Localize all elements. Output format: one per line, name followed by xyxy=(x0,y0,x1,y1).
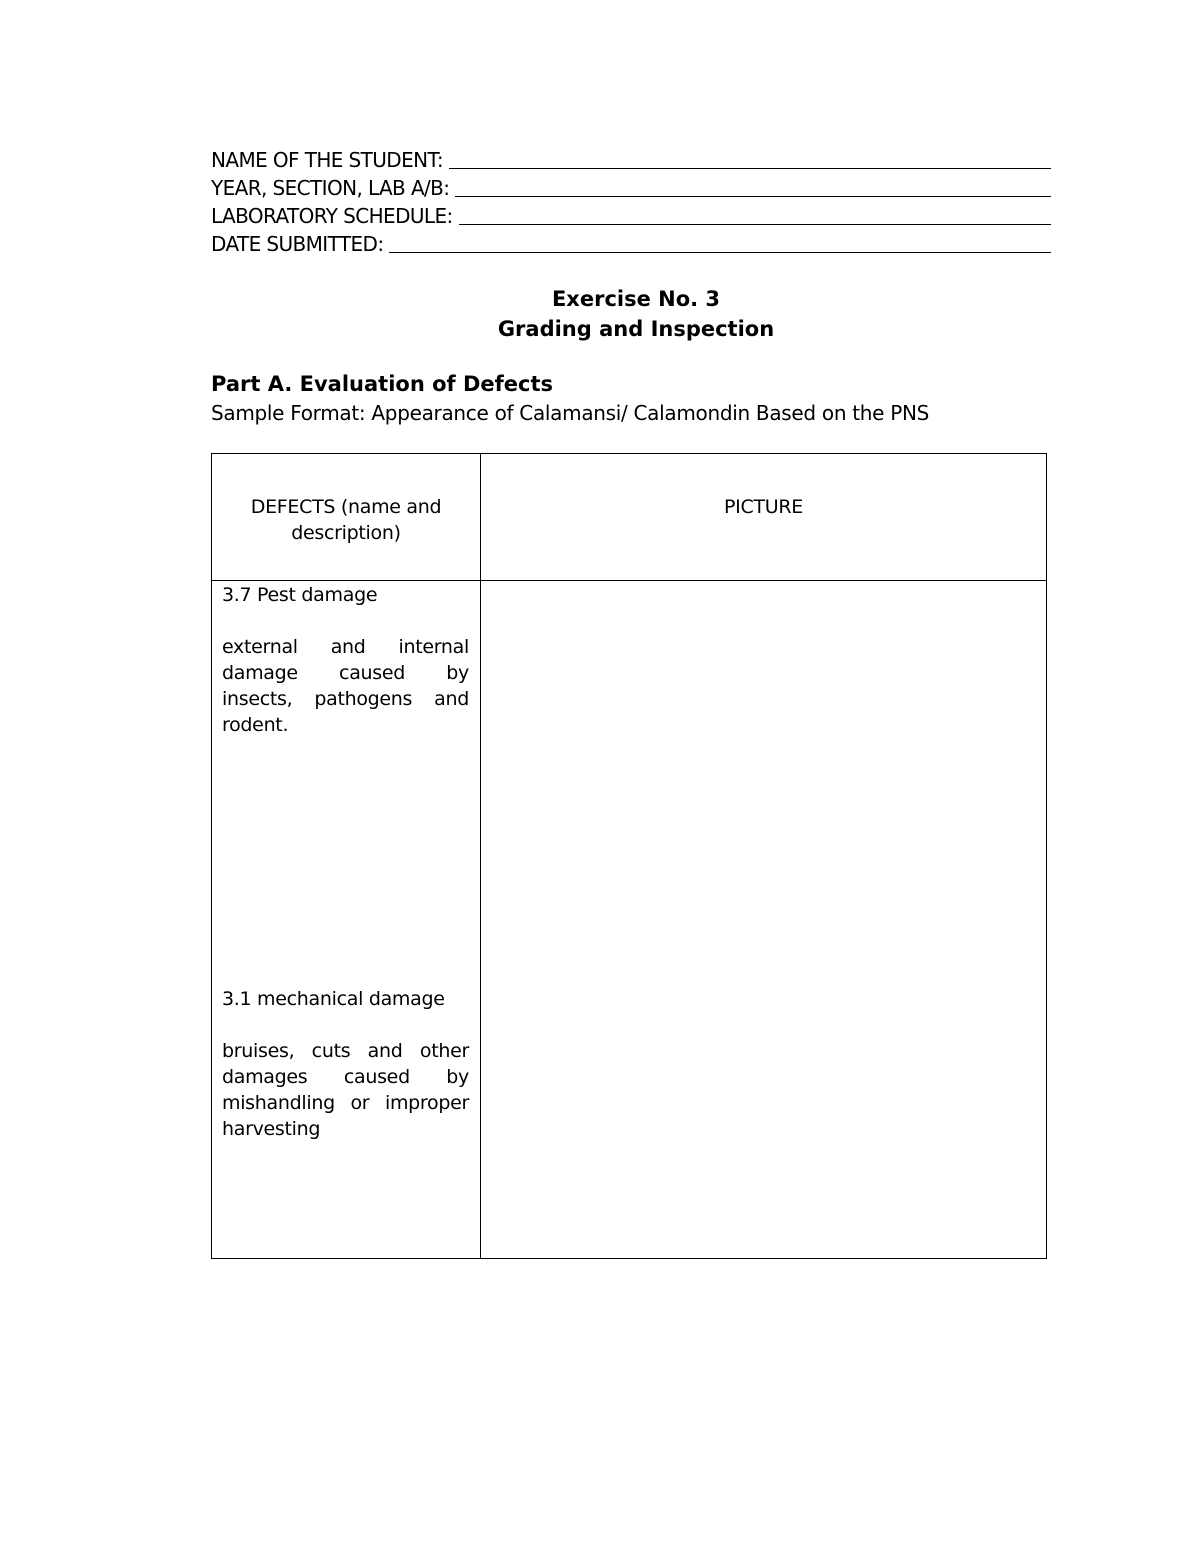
defect-entry-pest xyxy=(222,582,469,738)
student-name-row xyxy=(211,144,1051,172)
table-header-row xyxy=(212,454,1047,581)
student-info-fields xyxy=(211,144,1051,256)
defects-header-cell xyxy=(212,454,481,581)
picture-header-label: PICTURE xyxy=(724,496,803,518)
defect-name: 3.1 mechanical damage xyxy=(222,988,445,1010)
table-row xyxy=(212,581,1047,1259)
picture-cell[interactable] xyxy=(481,581,1047,1259)
picture-header-cell xyxy=(481,454,1047,581)
exercise-number: Exercise No. 3 xyxy=(551,287,721,311)
date-submitted-row xyxy=(211,228,1051,256)
defect-entry-mechanical xyxy=(222,986,469,1142)
lab-schedule-label: LABORATORY SCHEDULE: xyxy=(211,204,453,228)
defects-header-label: DEFECTS (name and description) xyxy=(250,496,442,544)
defect-name: 3.7 Pest damage xyxy=(222,584,378,606)
year-section-row xyxy=(211,172,1051,200)
defect-description: bruises, cuts and other damages caused by mishandling or improper harvesting xyxy=(222,1040,469,1140)
part-a-heading: Part A. Evaluation of Defects xyxy=(211,372,553,396)
date-submitted-label: DATE SUBMITTED: xyxy=(211,232,384,256)
lab-schedule-row xyxy=(211,200,1051,228)
student-name-label: NAME OF THE STUDENT: xyxy=(211,148,444,172)
student-name-blank[interactable] xyxy=(449,146,1051,169)
defect-description: external and internal damage caused by insects, pathogens and rodent. xyxy=(222,636,469,736)
lab-schedule-blank[interactable] xyxy=(459,202,1051,225)
year-section-label: YEAR, SECTION, LAB A/B: xyxy=(211,176,450,200)
part-a-subtitle: Sample Format: Appearance of Calamansi/ Calamondin Based on the PNS xyxy=(211,401,930,425)
year-section-blank[interactable] xyxy=(455,174,1051,197)
defects-description-cell xyxy=(212,581,481,1259)
defects-table xyxy=(211,453,1047,1259)
exercise-title: Grading and Inspection xyxy=(497,317,775,341)
date-submitted-blank[interactable] xyxy=(389,230,1051,253)
exercise-title-block xyxy=(211,284,1061,344)
